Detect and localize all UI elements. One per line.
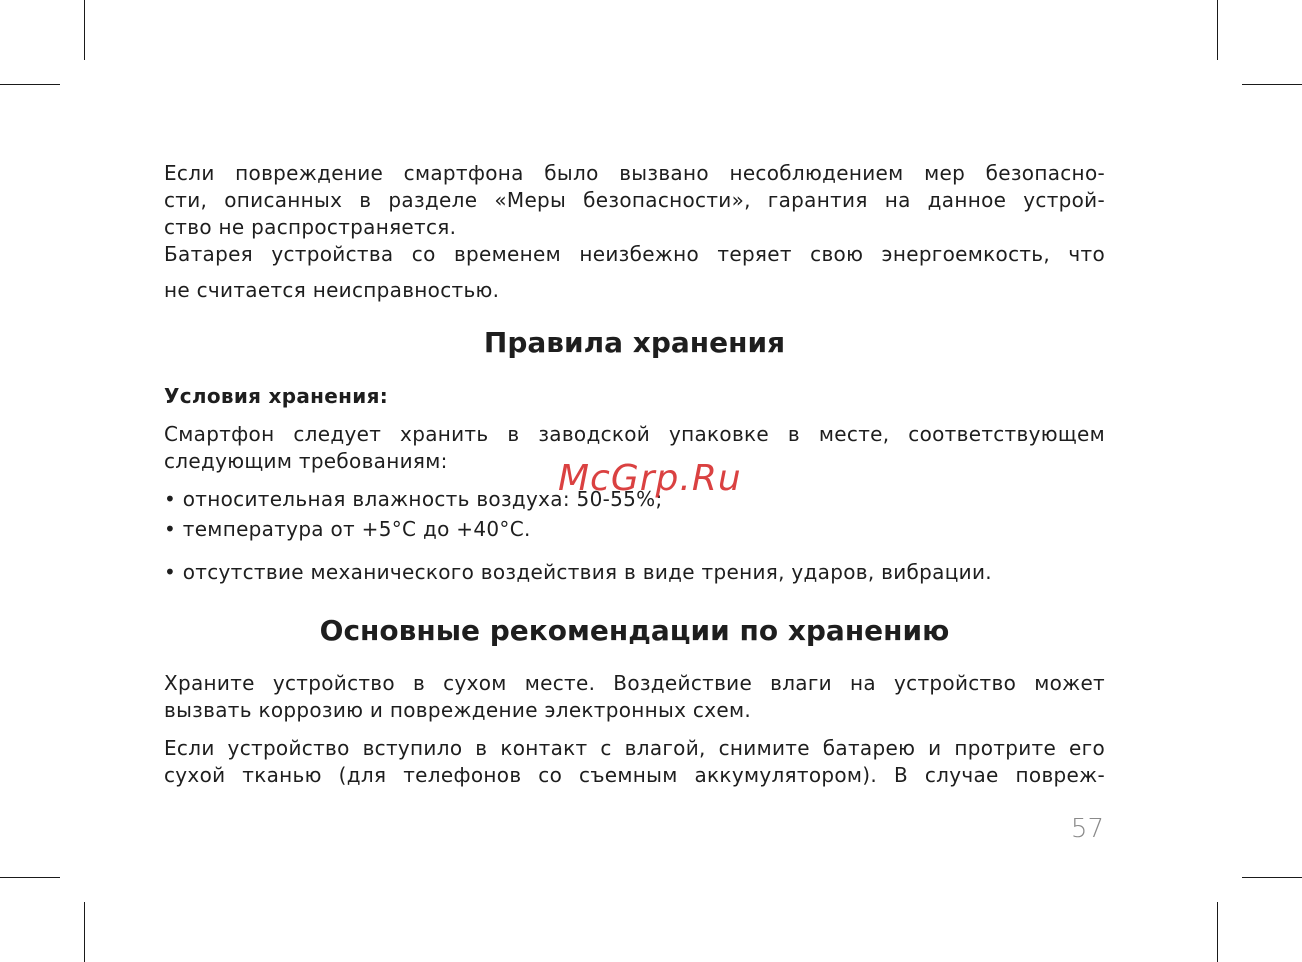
crop-mark-top-right-horizontal [1242,84,1302,85]
crop-mark-top-right-vertical [1217,0,1218,60]
intro-line-5: не считается неисправностью. [164,278,500,302]
storage-conditions-label: Условия хранения: [164,384,389,408]
page-number: 57 [1070,814,1104,844]
intro-line-2: сти, описанных в разделе «Меры безопасности», гарантия на данное устрой- [164,188,1105,212]
crop-mark-top-left-horizontal [0,84,60,85]
bullet-mechanical: • отсутствие механического воздействия в виде трения, ударов, вибрации. [164,560,992,584]
intro-line-4: Батарея устройства со временем неизбежно теряет свою энергоемкость, что [164,242,1105,266]
crop-mark-bottom-right-horizontal [1242,877,1302,878]
recommendations-p2-line-2: сухой тканью (для телефонов со съемным аккумулятором). В случае повреж- [164,763,1105,787]
crop-mark-bottom-right-vertical [1217,902,1218,962]
storage-para-line-1: Смартфон следует хранить в заводской упаковке в месте, соответствующем [164,422,1105,446]
recommendations-p1-line-1: Храните устройство в сухом месте. Воздействие влаги на устройство может [164,671,1105,695]
storage-rules-heading: Правила хранения [483,326,786,359]
storage-para-line-2: следующим требованиям: [164,449,448,473]
bullet-temperature: • температура от +5°С до +40°С. [164,517,531,541]
crop-mark-top-left-vertical [84,0,85,60]
recommendations-heading: Основные рекомендации по хранению [319,614,950,647]
crop-mark-bottom-left-vertical [84,902,85,962]
crop-mark-bottom-left-horizontal [0,877,60,878]
recommendations-p2-line-1: Если устройство вступило в контакт с влагой, снимите батарею и протрите его [164,736,1105,760]
recommendations-p1-line-2: вызвать коррозию и повреждение электронных схем. [164,698,752,722]
intro-line-3: ство не распространяется. [164,215,457,239]
watermark: McGrp.Ru [558,458,742,499]
bullet-humidity: • относительная влажность воздуха: 50-55%; [164,487,663,511]
intro-line-1: Если повреждение смартфона было вызвано несоблюдением мер безопасно- [164,161,1105,185]
